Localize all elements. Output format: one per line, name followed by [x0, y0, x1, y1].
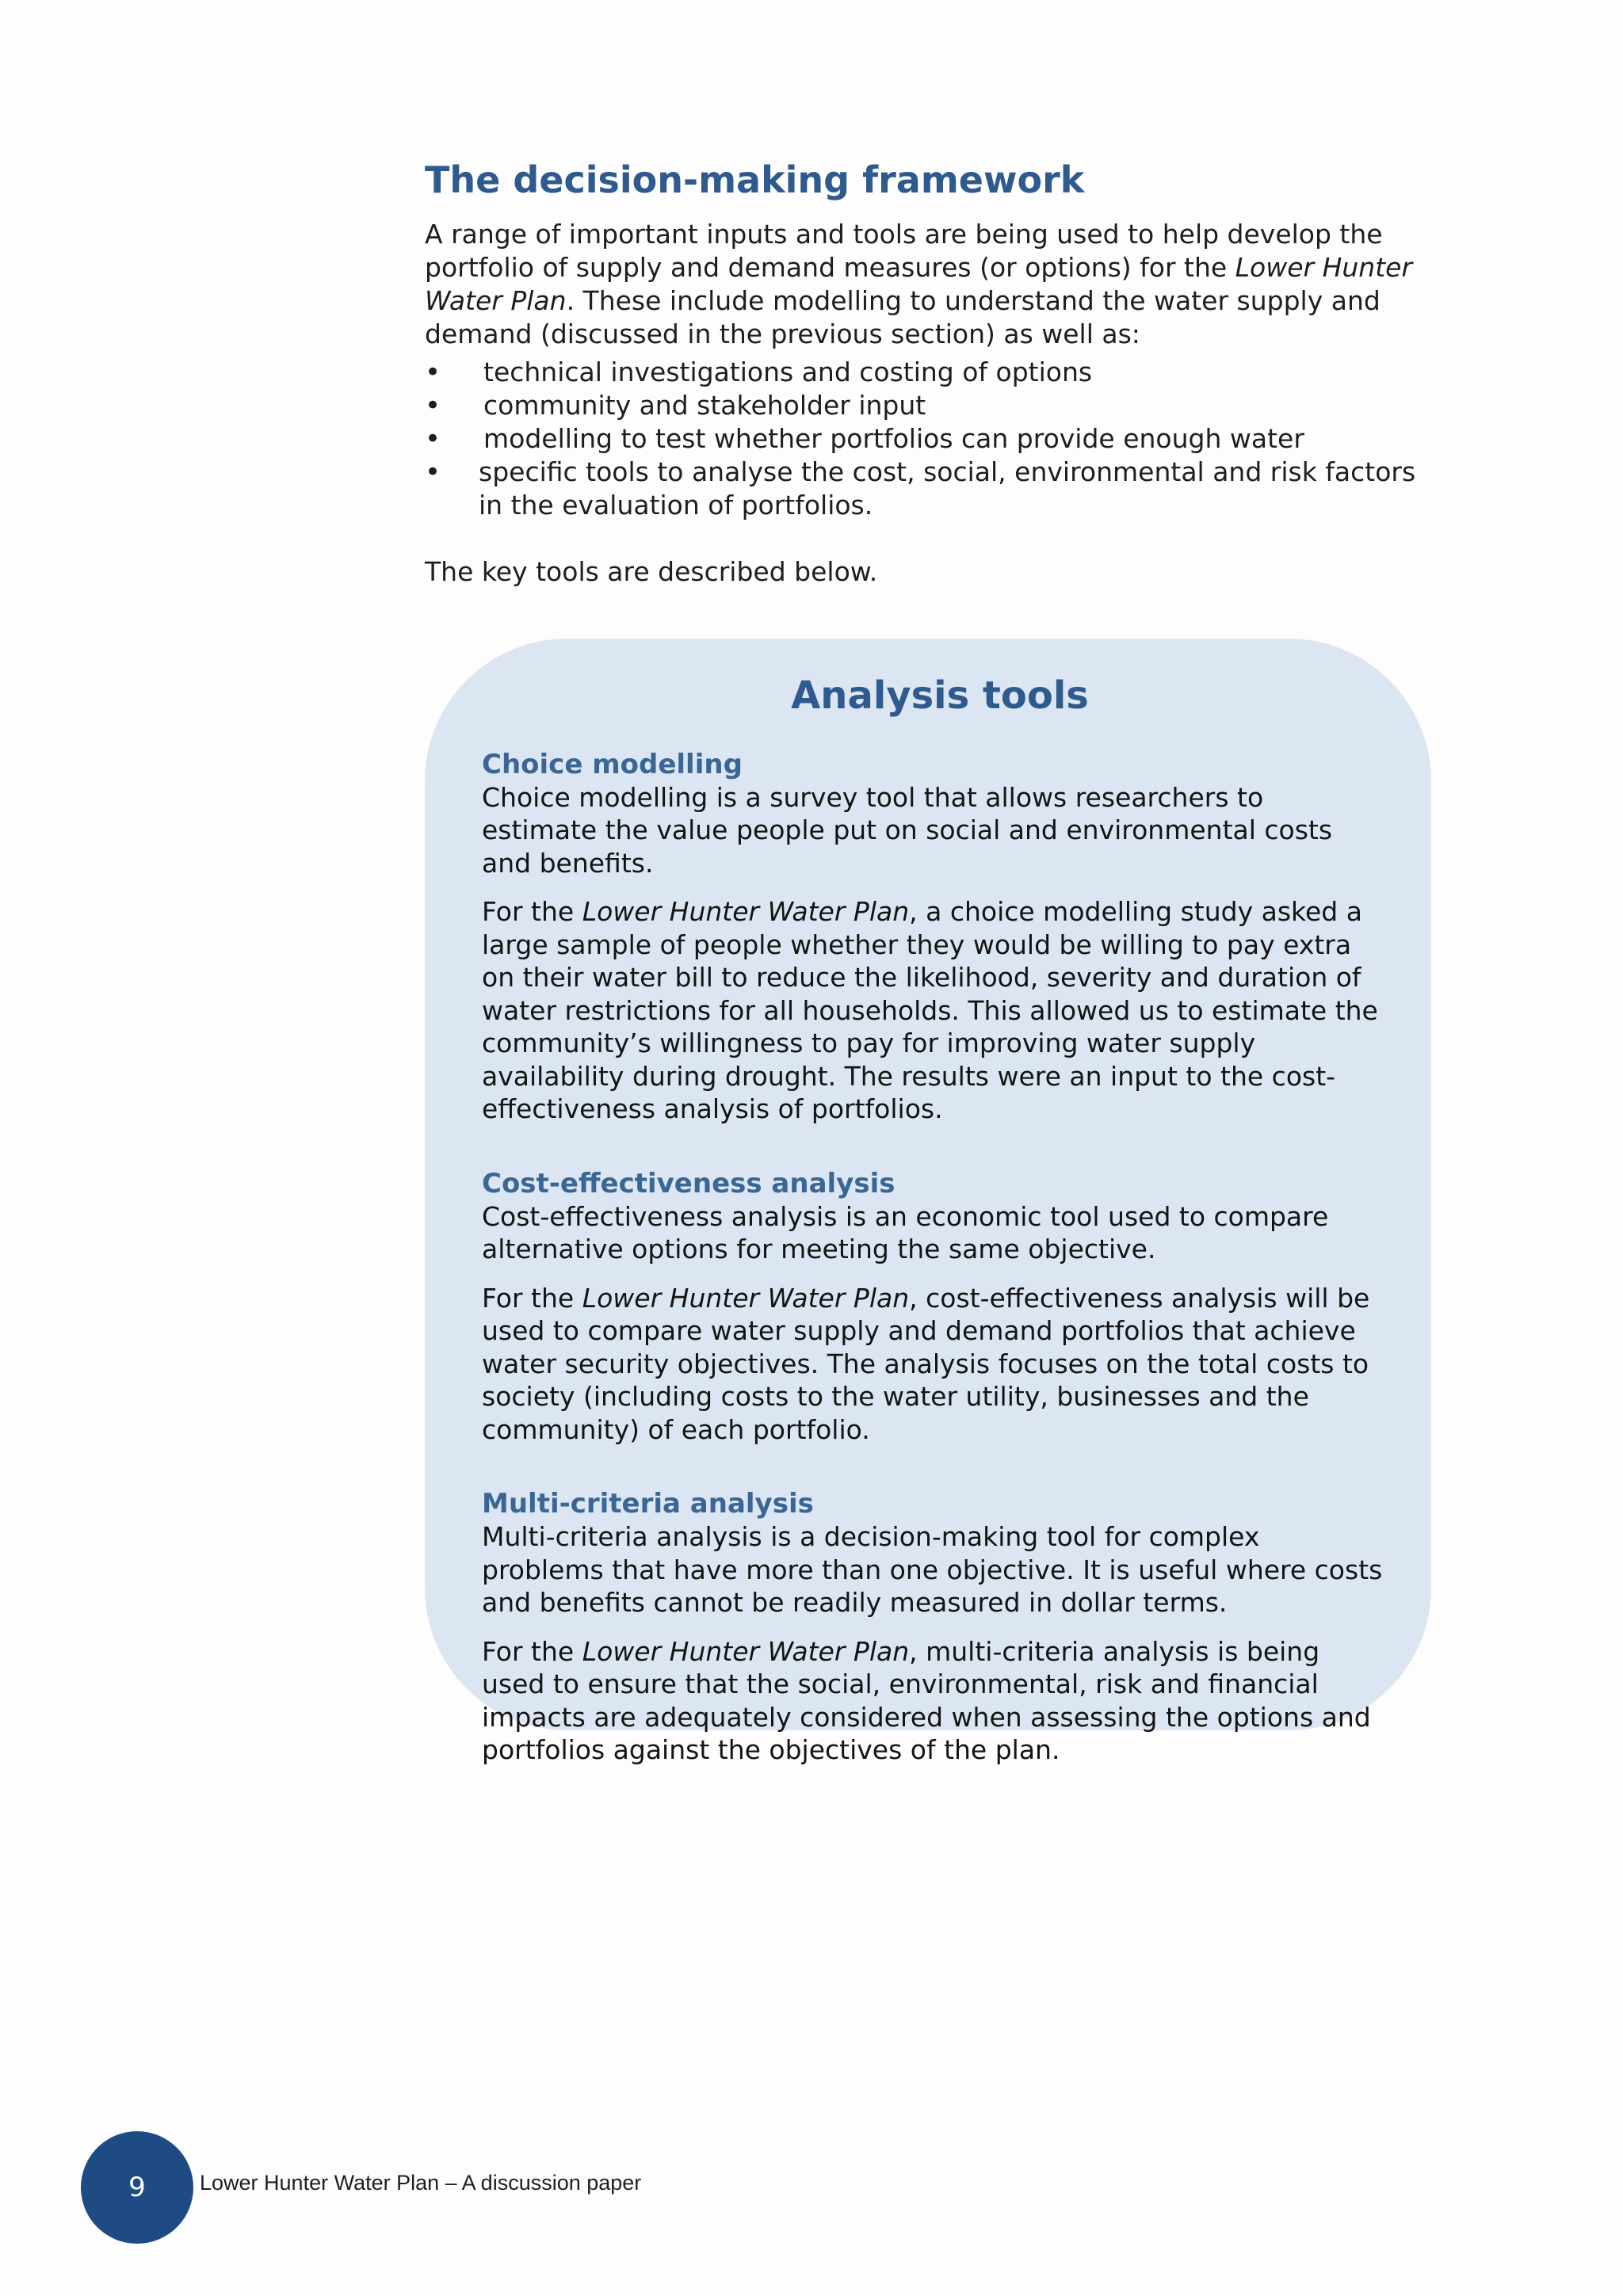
plan-body: , multi-criteria analysis is being used to ensure that the social, environmental, risk and financial impacts are adequately considered when assessing the options and portfolios against the objectives of the plan. — [482, 1635, 1371, 1766]
plan-body: , cost-effectiveness analysis will be used to compare water supply and demand portfolios that achieve water security objectives. The analysis focuses on the total costs to society (including costs to the water utility, businesses and the community) of each portfolio. — [482, 1282, 1370, 1445]
plan-name: Lower Hunter Water Plan — [582, 1282, 910, 1314]
bullet-list — [425, 356, 1431, 522]
list-item: • specific tools to analyse the cost, social, environmental and risk factors in the evaluation of portfolios. — [425, 456, 1431, 522]
analysis-tools-box — [425, 639, 1431, 1766]
intro-section — [425, 158, 1431, 589]
plan-body: , a choice modelling study asked a large sample of people whether they would be willing to pay extra on their water bill to reduce the likelihood, severity and duration of water restrictions for all households. This allowed us to estimate the community’s willingness to pay for improving water supply availability during drought. The results were an input to the cost-effectiveness analysis of portfolios. — [482, 896, 1378, 1125]
analysis-tools-title: Analysis tools — [791, 673, 1089, 718]
plan-name: Lower Hunter Water Plan — [425, 252, 1413, 317]
plan-prefix: For the — [482, 1635, 582, 1667]
analysis-tools-content — [482, 673, 1385, 1767]
intro-paragraph — [425, 218, 1431, 351]
tool-title: Multi-criteria analysis — [482, 1488, 814, 1520]
tool-title: Cost-effectiveness analysis — [482, 1167, 896, 1199]
plan-name: Lower Hunter Water Plan — [582, 896, 910, 928]
list-item: • technical investigations and costing of options — [425, 356, 1431, 389]
footer-doc-title: Lower Hunter Water Plan – A discussion paper — [200, 2171, 642, 2195]
intro-text-b: . These include modelling to understand the water supply and demand (discussed in the previous section) as well as: — [425, 285, 1381, 350]
tool-description: Cost-effectiveness analysis is an economic tool used to compare alternative options for meeting the same objective. — [482, 1200, 1329, 1265]
tool-plan-text — [482, 895, 1385, 1126]
plan-prefix: For the — [482, 896, 582, 928]
tool-cost-effectiveness — [482, 1167, 1385, 1447]
list-item: • modelling to test whether portfolios can provide enough water — [425, 422, 1431, 456]
tool-title: Choice modelling — [482, 748, 743, 780]
tool-multi-criteria — [482, 1487, 1385, 1767]
tool-description: Choice modelling is a survey tool that allows researchers to estimate the value people put on social and environmental costs and benefits. — [482, 781, 1333, 879]
section-title: The decision-making framework — [425, 158, 1085, 201]
key-tools-text: The key tools are described below. — [425, 556, 878, 588]
tool-plan-text — [482, 1635, 1385, 1767]
plan-name: Lower Hunter Water Plan — [582, 1635, 910, 1667]
tool-plan-text — [482, 1282, 1385, 1447]
tool-description: Multi-criteria analysis is a decision-making tool for complex problems that have more than one objective. It is useful where costs and benefits cannot be readily measured in dollar terms. — [482, 1521, 1383, 1619]
page-number: 9 — [128, 2172, 146, 2203]
tool-choice-modelling — [482, 748, 1385, 1126]
intro-text-a: A range of important inputs and tools are being used to help develop the portfolio of supply and demand measures (or options) for the — [425, 219, 1383, 284]
list-item: • community and stakeholder input — [425, 389, 1431, 422]
plan-prefix: For the — [482, 1282, 582, 1314]
page-number-badge — [81, 2131, 193, 2244]
